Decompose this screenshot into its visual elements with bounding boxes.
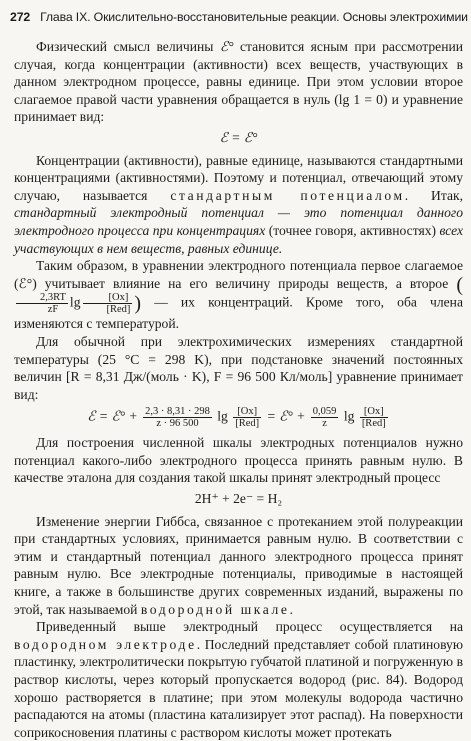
p1-text-b: становится ясным при рассмотрении случая, когда концентрации (активности) всех веществ, участвующих в данном электродном процессе, равны единице. При этом условии второе слагаемое правой части уравнения обращается в нуль (lg 1 = 0) и уравнение принимает вид: (14, 39, 464, 125)
ox-label: [Ox] (108, 292, 129, 304)
p6-text-a: Изменение энергии Гиббса, связанное с протеканием этой полуреакции при стандартных условиях, принимается равным нулю. В соответствии с этим и стандартный потенциал данного электродного процесса принят равным нулю. Все электродные потенциалы, приводимые в настоящей книге, а также в большинстве других современных изданий, выражены по этой, так называемой (14, 513, 463, 617)
eq2-lg-1: lg (217, 408, 228, 424)
chapter-title: Глава IX. Окислительно-восстановительные реакции. Основы электрохимии (40, 10, 468, 24)
p7-text-b: . Последний представляет собой платиновую пластинку, электролитически покрытую губчатой платиной и погруженную в раствор кислоты, через который пропускается водород (рис. 84). Водород хорошо растворяется в платине; при этом молекулы водорода частично распадаются на атомы (пластина катализирует этот распад). На поверхности соприкосновения платины с раствором кислоты может протекать (14, 636, 464, 740)
eq2-mid: = ℰ° + (266, 408, 306, 424)
term-hydrogen-scale: водородной шкале (140, 601, 290, 617)
paragraph-4: Для обычной при электрохимических измерениях стандартной температуры (25 °C = 298 K), при подстановке значений постоянных величин [R = 8,31 Дж/(моль · K), F = 96 500 Кл/моль] уравнение принимает вид: (14, 333, 463, 402)
p6-text-b: . (289, 601, 293, 617)
lg-label: lg (69, 294, 81, 310)
eq2-lg-2: lg (343, 408, 355, 424)
term-standard-potential: стандартным потенциалом (170, 187, 405, 203)
paren-open: ( (456, 273, 463, 296)
eq2-ox-1: [Ox] (237, 406, 258, 418)
p1-text-a: Физический смысл величины (36, 39, 214, 54)
p3-symbol: (ℰ°) (14, 275, 37, 291)
eq2-ox-red-1 (233, 406, 261, 429)
paragraph-5: Для построения численной шкалы электродных потенциалов нужно потенциал какого-либо электродного процесса принять равным нулю. В качестве эталона для создания такой шкалы принят электродный процесс (14, 435, 463, 486)
eq2-red-2: [Red] (361, 418, 386, 430)
eq2-ox-red-2 (360, 406, 388, 429)
equation-nernst-298 (14, 406, 463, 429)
fraction-numerator: 2,3RT (40, 292, 66, 304)
paragraph-2 (14, 152, 463, 258)
paren-close: ) (134, 292, 142, 315)
eq2-f2-denominator: z (311, 417, 339, 429)
eq2-f1-denominator: z · 96 500 (143, 417, 212, 429)
p3-text-a: Таким образом, в уравнении электродного потенциала первое слагаемое (36, 258, 463, 274)
eq2-f1-numerator: 2,3 · 8,31 · 298 (145, 406, 210, 418)
page-number: 272 (10, 10, 31, 24)
equation-standard-text: ℰ = ℰ° (219, 129, 258, 145)
red-label: [Red] (83, 303, 133, 315)
eq2-fraction-1 (143, 406, 212, 429)
fraction-denominator: zF (16, 303, 68, 315)
p2-text-b: . Итак, (404, 187, 463, 203)
eq2-ox-2: [Ox] (363, 406, 384, 418)
eq2-fraction-2 (311, 406, 339, 429)
term-hydrogen-electrode: водородном электроде (14, 636, 197, 652)
eq2-f2-numerator: 0,059 (312, 406, 337, 418)
standard-potential-symbol: ℰ° (219, 39, 234, 54)
body-text (14, 38, 463, 741)
equation-standard (14, 129, 463, 147)
fraction-ox-red (83, 292, 133, 315)
eq2-red-1: [Red] (235, 418, 260, 430)
p7-text-a: Приведенный выше электродный процесс осуществляется на (36, 619, 463, 635)
paragraph-7 (14, 618, 463, 741)
paragraph-1 (14, 38, 463, 126)
definition-standard-potential: стандартный электродный потенциал — это потенциал данного электродного процесса при концентрациях (14, 205, 463, 238)
p2-text-a: Концентрации (активности), равные единице, называются стандартными концентрациями (активностями). Поэтому и потенциал, отвечающий этому случаю, называется (14, 152, 463, 203)
p3-text-b: учитывает влияние на его величину природы веществ, а второе (44, 275, 449, 291)
p2-text-d: (точнее говоря, активностях) (268, 222, 437, 238)
p2-text-e: всех участвующих в нем веществ, равных единице. (14, 222, 464, 256)
paragraph-3 (14, 257, 463, 333)
paragraph-6 (14, 513, 463, 619)
equation-hydrogen: 2H⁺ + 2e⁻ = H₂ (194, 491, 283, 507)
running-header (10, 9, 470, 27)
eq2-lhs: ℰ = ℰ° + (87, 408, 138, 424)
p3-text-c: — их концентраций. Кроме того, оба члена изменяются с температурой. (14, 294, 463, 332)
fraction-2-3rt-zf (16, 292, 68, 315)
